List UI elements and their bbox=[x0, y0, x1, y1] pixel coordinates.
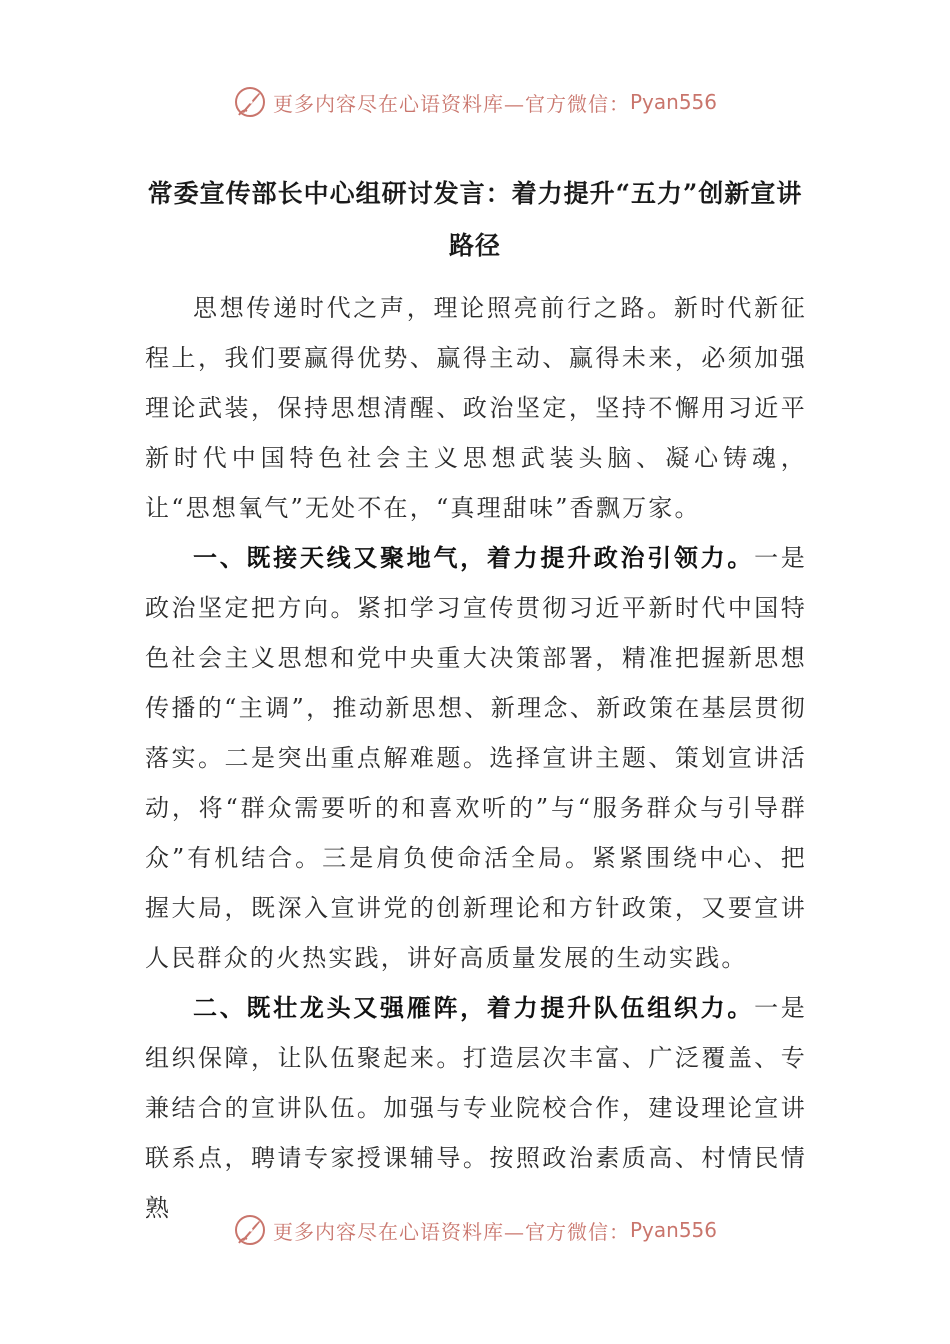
fountain-pen-nib-logo-icon bbox=[233, 85, 267, 119]
paragraph-lead: 二、既壮龙头又强雁阵，着力提升队伍组织力。 bbox=[193, 993, 755, 1022]
document-body bbox=[145, 283, 807, 1233]
paragraph bbox=[145, 983, 807, 1233]
paragraph bbox=[145, 283, 807, 533]
paragraph-text: 思想传递时代之声，理论照亮前行之路。新时代新征程上，我们要赢得优势、赢得主动、赢得未来，必须加强理论武装，保持思想清醒、政治坚定，坚持不懈用习近平新时代中国特色社会主义思想武装头脑、凝心铸魂，让“思想氧气”无处不在，“真理甜味”香飘万家。 bbox=[145, 294, 807, 522]
footer-banner bbox=[0, 1210, 950, 1250]
header-banner bbox=[0, 82, 950, 122]
document-title: 常委宣传部长中心组研讨发言：着力提升“五力”创新宣讲路径 bbox=[147, 179, 803, 260]
wechat-id: Pyan556 bbox=[629, 90, 717, 114]
paragraph-lead: 一、既接天线又聚地气，着力提升政治引领力。 bbox=[193, 543, 755, 572]
banner-text: 更多内容尽在心语资料库—官方微信： bbox=[272, 91, 630, 116]
wechat-id: Pyan556 bbox=[629, 1218, 717, 1242]
fountain-pen-nib-logo-icon bbox=[233, 1213, 267, 1247]
paragraph-text: 一是组织保障，让队伍聚起来。打造层次丰富、广泛覆盖、专兼结合的宣讲队伍。加强与专业院校合作，建设理论宣讲联系点，聘请专家授课辅导。按照政治素质高、村情民情熟 bbox=[145, 994, 807, 1222]
paragraph-text: 一是政治坚定把方向。紧扣学习宣传贯彻习近平新时代中国特色社会主义思想和党中央重大决策部署，精准把握新思想传播的“主调”，推动新思想、新理念、新政策在基层贯彻落实。二是突出重点解难题。选择宣讲主题、策划宣讲活动，将“群众需要听的和喜欢听的”与“服务群众与引导群众”有机结合。三是肩负使命活全局。紧紧围绕中心、把握大局，既深入宣讲党的创新理论和方针政策，又要宣讲人民群众的火热实践，讲好高质量发展的生动实践。 bbox=[145, 544, 807, 972]
banner-text: 更多内容尽在心语资料库—官方微信： bbox=[272, 1219, 630, 1244]
paragraph bbox=[145, 533, 807, 983]
